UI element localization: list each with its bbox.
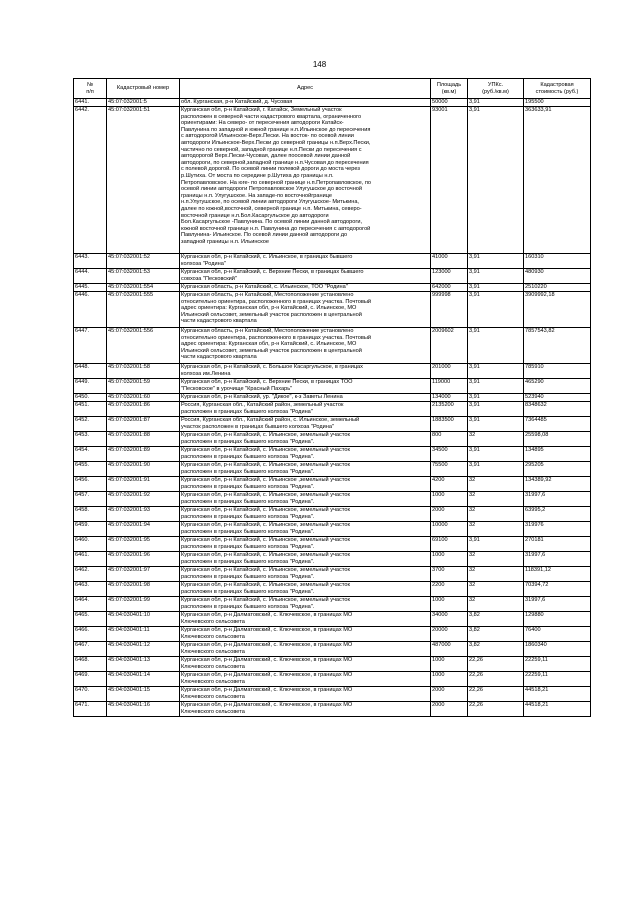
table-row [74, 522, 591, 537]
cadastral-number-cell: 45:07:032001:59 [107, 379, 180, 394]
row-number-cell: 6465. [74, 612, 107, 627]
upks-cell: 3,91 [468, 269, 524, 284]
area-cell: 1000 [431, 492, 468, 507]
cadastral-number-cell: 45:07:032001:88 [107, 432, 180, 447]
area-cell: 2000 [431, 702, 468, 717]
address-cell: Курганская обл, р-н Катайский, с. Ильинское ,земельный участок расположен в границах бывшего колхоза "Родина". [180, 477, 431, 492]
cadastral-value-table [73, 78, 591, 717]
table-row [74, 107, 591, 254]
area-cell: 2000 [431, 687, 468, 702]
address-cell: Курганская обл, р-н Катайский, с. Верхние Пески, в границах ТОО "Песковское" в урочище "Красный Пахарь" [180, 379, 431, 394]
header-cadastral-cost: Кадастровая стоимость (руб.) [524, 79, 591, 99]
cadastral-cost-cell: 44518,21 [524, 702, 591, 717]
table-row [74, 567, 591, 582]
area-cell: 999998 [431, 292, 468, 328]
cadastral-cost-cell: 44518,21 [524, 687, 591, 702]
row-number-cell: 6454. [74, 447, 107, 462]
cadastral-cost-cell: 22259,11 [524, 657, 591, 672]
cadastral-cost-cell: 31997,6 [524, 597, 591, 612]
row-number-cell: 6449. [74, 379, 107, 394]
upks-cell: 22,26 [468, 657, 524, 672]
area-cell: 2009602 [431, 328, 468, 364]
cadastral-number-cell: 45:04:030401:10 [107, 612, 180, 627]
address-cell: Курганская обл, р-н Катайский, ур. "Дикое", к-з Заветы Ленина [180, 394, 431, 402]
cadastral-number-cell: 45:07:032001:98 [107, 582, 180, 597]
upks-cell: 3,91 [468, 328, 524, 364]
table-row [74, 328, 591, 364]
area-cell: 800 [431, 432, 468, 447]
row-number-cell: 6462. [74, 567, 107, 582]
area-cell: 41000 [431, 254, 468, 269]
table-row [74, 477, 591, 492]
upks-cell: 32 [468, 567, 524, 582]
area-cell: 1000 [431, 672, 468, 687]
upks-cell: 3,91 [468, 107, 524, 254]
upks-cell: 3,91 [468, 462, 524, 477]
address-cell: Курганская область, р-н Катайский, Местоположение установлено относительно ориентира, расположенного в границах участка. Почтовый адрес ориентира: Курганская обл, р-н Катайский, с. Ильинское, МО Ильинский сельсовет, земельный участок расположен в центральной части кадастрового квартала [180, 292, 431, 328]
cadastral-cost-cell: 31997,6 [524, 492, 591, 507]
address-cell: Курганская обл, р-н Катайский, с. Ильинское, земельный участок расположен в границах бывшего колхоза "Родина". [180, 582, 431, 597]
cadastral-cost-cell: 63995,2 [524, 507, 591, 522]
cadastral-number-cell: 45:04:030401:12 [107, 642, 180, 657]
cadastral-number-cell: 45:07:032001:92 [107, 492, 180, 507]
table-row [74, 702, 591, 717]
row-number-cell: 6441. [74, 99, 107, 107]
address-cell: Курганская обл, р-н Катайский, с. Верхние Пески, в границах бывшего совхоза "Песковский" [180, 269, 431, 284]
address-cell: Курганская обл, р-н Катайский, с. Ильинское, земельный участок расположен в границах бывшего колхоза "Родина". [180, 522, 431, 537]
table-row [74, 492, 591, 507]
cadastral-number-cell: 45:07:032001:555 [107, 292, 180, 328]
upks-cell: 32 [468, 432, 524, 447]
cadastral-number-cell: 45:07:032001:5 [107, 99, 180, 107]
address-cell: Курганская обл, р-н Далматовский, с. Ключевское, в границах МО Ключевского сельсовета [180, 612, 431, 627]
address-cell: Россия, Курганская обл., Катайский район, с. Ильинское, земельный участок расположен в границах бывшего колхоза "Родина" [180, 417, 431, 432]
cadastral-number-cell: 45:07:032001:89 [107, 447, 180, 462]
address-cell: Курганская обл, р-н Катайский, с. Ильинское, земельный участок расположен в границах бывшего колхоза "Родина". [180, 597, 431, 612]
cadastral-number-cell: 45:07:032001:97 [107, 567, 180, 582]
address-cell: Россия, Курганская обл., Катайский район, земельный участок расположен в границах бывшего колхоза "Родина" [180, 402, 431, 417]
address-cell: Курганская обл, р-н Катайский, г. Катайск, Земельный участок расположен в северной части кадастрового квартала, ограниченного ориентирами: На северо- от пересечения автодороги Катайск- Павлунина по западной и южной границе н.п.Ильинское до пересечения с автодорогой Ильинское-Верх.Пески. На восток- по осевой линии автодороги Ильинское-Верх.Пески до северной границы н.п.Верх.Пески, частично по северной, западной границе н.п.Пески до пересечения с автодорогой Верх.Пески-Чусовая, далее поосевой линии данной автодороги, по северной,западной границе н.п.Чусовая до пересечения с полевой дорогой. По осевой линии полевой дороги до моста через р.Шутиха. От моста по середине р.Шутиха до границы н.п. Петропавловское. На юге- по северной границе н.п.Петропавловское, по осевой линии автодороги Петропавловское Улугушское до восточной границы н.п. Улугушское. На западе-по восточнойгранице н.п.Улугушское, по осевой линии автодороги Улугушское- Митькина, далее по южной,восточной, северной границе н.п. Митькина, северо- восточной границе н.п.Бол.Касаргульское до автодороги Бол.Касаргульское -Павлунина. По осевой линии данной автодороги, южной восточной границе н.п. Павлунина до пересечения с автодорогой Павлунина- Ильинское. По осевой линии данной автодороги до западной границы н.п. Ильинское [180, 107, 431, 254]
area-cell: 34500 [431, 447, 468, 462]
table-row [74, 432, 591, 447]
area-cell: 642000 [431, 284, 468, 292]
table-row [74, 284, 591, 292]
area-cell: 1000 [431, 552, 468, 567]
address-cell: Курганская область, р-н Катайский, с. Ильинское, ТОО "Родина" [180, 284, 431, 292]
row-number-cell: 6464. [74, 597, 107, 612]
cadastral-cost-cell: 118391,12 [524, 567, 591, 582]
cadastral-cost-cell: 134389,92 [524, 477, 591, 492]
row-number-cell: 6444. [74, 269, 107, 284]
cadastral-number-cell: 45:07:032001:99 [107, 597, 180, 612]
row-number-cell: 6445. [74, 284, 107, 292]
cadastral-cost-cell: 270181 [524, 537, 591, 552]
area-cell: 1000 [431, 657, 468, 672]
cadastral-number-cell: 45:07:032001:51 [107, 107, 180, 254]
header-number: № п/п [74, 79, 107, 99]
cadastral-number-cell: 45:04:030401:16 [107, 702, 180, 717]
cadastral-number-cell: 45:04:030401:11 [107, 627, 180, 642]
address-cell: Курганская обл, р-н Катайский, с. Ильинское, земельный участок расположен в границах бывшего колхоза "Родина". [180, 537, 431, 552]
header-cadastral-number: Кадастровый номер [107, 79, 180, 99]
table-row [74, 292, 591, 328]
row-number-cell: 6459. [74, 522, 107, 537]
cadastral-number-cell: 45:07:032001:96 [107, 552, 180, 567]
row-number-cell: 6452. [74, 417, 107, 432]
cadastral-cost-cell: 295205 [524, 462, 591, 477]
table-row [74, 687, 591, 702]
row-number-cell: 6451. [74, 402, 107, 417]
area-cell: 69100 [431, 537, 468, 552]
row-number-cell: 6469. [74, 672, 107, 687]
upks-cell: 3,91 [468, 402, 524, 417]
cadastral-number-cell: 45:07:032001:93 [107, 507, 180, 522]
upks-cell: 22,26 [468, 702, 524, 717]
area-cell: 4200 [431, 477, 468, 492]
address-cell: Курганская обл, р-н Катайский, с. Ильинское, земельный участок расположен в границах бывшего колхоза "Родина". [180, 552, 431, 567]
upks-cell: 32 [468, 507, 524, 522]
table-row [74, 269, 591, 284]
area-cell: 50000 [431, 99, 468, 107]
cadastral-cost-cell: 160310 [524, 254, 591, 269]
cadastral-cost-cell: 3909992,18 [524, 292, 591, 328]
address-cell: Курганская обл, р-н Далматовский, с. Ключевское, в границах МО Ключевского сельсовета [180, 672, 431, 687]
table-header-row [74, 79, 591, 99]
row-number-cell: 6467. [74, 642, 107, 657]
upks-cell: 3,91 [468, 254, 524, 269]
address-cell: Курганская обл, р-н Катайский, с. Ильинское, земельный участок расположен в границах бывшего колхоза "Родина". [180, 492, 431, 507]
table-row [74, 552, 591, 567]
header-area: Площадь (кв.м) [431, 79, 468, 99]
row-number-cell: 6455. [74, 462, 107, 477]
table-row [74, 462, 591, 477]
upks-cell: 3,91 [468, 379, 524, 394]
upks-cell: 3,91 [468, 394, 524, 402]
table-row [74, 657, 591, 672]
area-cell: 201000 [431, 364, 468, 379]
upks-cell: 32 [468, 492, 524, 507]
area-cell: 1883500 [431, 417, 468, 432]
cadastral-cost-cell: 1860340 [524, 642, 591, 657]
upks-cell: 32 [468, 597, 524, 612]
cadastral-cost-cell: 7364485 [524, 417, 591, 432]
cadastral-cost-cell: 76400 [524, 627, 591, 642]
upks-cell: 3,91 [468, 292, 524, 328]
cadastral-cost-cell: 134895 [524, 447, 591, 462]
cadastral-cost-cell: 8348632 [524, 402, 591, 417]
upks-cell: 22,26 [468, 672, 524, 687]
row-number-cell: 6442. [74, 107, 107, 254]
cadastral-cost-cell: 22259,11 [524, 672, 591, 687]
address-cell: Курганская обл, р-н Далматовский, с. Ключевское, в границах МО Ключевского сельсовета [180, 627, 431, 642]
upks-cell: 3,82 [468, 612, 524, 627]
table-row [74, 417, 591, 432]
cadastral-cost-cell: 319976 [524, 522, 591, 537]
upks-cell: 3,91 [468, 364, 524, 379]
row-number-cell: 6453. [74, 432, 107, 447]
area-cell: 2000 [431, 507, 468, 522]
cadastral-number-cell: 45:07:032001:91 [107, 477, 180, 492]
upks-cell: 3,91 [468, 99, 524, 107]
table-row [74, 627, 591, 642]
upks-cell: 32 [468, 552, 524, 567]
row-number-cell: 6468. [74, 657, 107, 672]
row-number-cell: 6450. [74, 394, 107, 402]
cadastral-number-cell: 45:07:032001:554 [107, 284, 180, 292]
cadastral-cost-cell: 363633,91 [524, 107, 591, 254]
row-number-cell: 6447. [74, 328, 107, 364]
area-cell: 34000 [431, 612, 468, 627]
row-number-cell: 6471. [74, 702, 107, 717]
cadastral-cost-cell: 465290 [524, 379, 591, 394]
upks-cell: 3,82 [468, 627, 524, 642]
cadastral-number-cell: 45:04:030401:15 [107, 687, 180, 702]
cadastral-cost-cell: 785910 [524, 364, 591, 379]
cadastral-cost-cell: 25598,08 [524, 432, 591, 447]
cadastral-number-cell: 45:07:032001:556 [107, 328, 180, 364]
table-row [74, 364, 591, 379]
page-number: 148 [312, 60, 327, 69]
address-cell: Курганская обл, р-н Далматовский, с. Ключевское, в границах МО Ключевского сельсовета [180, 702, 431, 717]
row-number-cell: 6463. [74, 582, 107, 597]
row-number-cell: 6470. [74, 687, 107, 702]
row-number-cell: 6458. [74, 507, 107, 522]
table-row [74, 612, 591, 627]
address-cell: Курганская обл, р-н Катайский, с. Ильинское, земельный участок расположен в границах бывшего колхоза "Родина". [180, 507, 431, 522]
upks-cell: 3,91 [468, 284, 524, 292]
upks-cell: 3,91 [468, 447, 524, 462]
cadastral-number-cell: 45:07:032001:60 [107, 394, 180, 402]
row-number-cell: 6443. [74, 254, 107, 269]
table-row [74, 99, 591, 107]
cadastral-number-cell: 45:07:032001:95 [107, 537, 180, 552]
table-row [74, 642, 591, 657]
address-cell: Курганская обл, р-н Далматовский, с. Ключевское, в границах МО Ключевского сельсовета [180, 687, 431, 702]
row-number-cell: 6466. [74, 627, 107, 642]
area-cell: 75500 [431, 462, 468, 477]
table-row [74, 672, 591, 687]
upks-cell: 3,91 [468, 537, 524, 552]
cadastral-cost-cell: 31997,6 [524, 552, 591, 567]
row-number-cell: 6448. [74, 364, 107, 379]
upks-cell: 3,82 [468, 642, 524, 657]
area-cell: 123000 [431, 269, 468, 284]
cadastral-number-cell: 45:07:032001:87 [107, 417, 180, 432]
header-upks: УПКс. (руб./кв.м) [468, 79, 524, 99]
row-number-cell: 6446. [74, 292, 107, 328]
area-cell: 2135200 [431, 402, 468, 417]
row-number-cell: 6461. [74, 552, 107, 567]
cadastral-number-cell: 45:07:032001:86 [107, 402, 180, 417]
cadastral-number-cell: 45:07:032001:90 [107, 462, 180, 477]
area-cell: 134000 [431, 394, 468, 402]
row-number-cell: 6457. [74, 492, 107, 507]
area-cell: 1000 [431, 597, 468, 612]
address-cell: Курганская обл, р-н Далматовский, с. Ключевское, в границах МО Ключевского сельсовета [180, 657, 431, 672]
area-cell: 20000 [431, 627, 468, 642]
table-row [74, 447, 591, 462]
cadastral-number-cell: 45:04:030401:13 [107, 657, 180, 672]
cadastral-cost-cell: 523940 [524, 394, 591, 402]
address-cell: Курганская обл, р-н Катайский, с. Ильинское, земельный участок расположен в границах бывшего колхоза "Родина". [180, 447, 431, 462]
header-address: Адрес [180, 79, 431, 99]
table-row [74, 582, 591, 597]
table-row [74, 254, 591, 269]
table-row [74, 537, 591, 552]
table-row [74, 597, 591, 612]
table-row [74, 507, 591, 522]
cadastral-number-cell: 45:07:032001:53 [107, 269, 180, 284]
cadastral-cost-cell: 195500 [524, 99, 591, 107]
address-cell: Курганская обл, р-н Катайский, с. Ильинское, земельный участок расположен в границах бывшего колхоза "Родина". [180, 432, 431, 447]
table-row [74, 379, 591, 394]
cadastral-number-cell: 45:04:030401:14 [107, 672, 180, 687]
area-cell: 10000 [431, 522, 468, 537]
upks-cell: 22,26 [468, 687, 524, 702]
row-number-cell: 6460. [74, 537, 107, 552]
table-row [74, 402, 591, 417]
cadastral-number-cell: 45:07:032001:52 [107, 254, 180, 269]
cadastral-cost-cell: 480930 [524, 269, 591, 284]
address-cell: Курганская обл, р-н Катайский, с. Большое Касаргульское, в границах колхоза им.Ленина [180, 364, 431, 379]
cadastral-cost-cell: 7857543,82 [524, 328, 591, 364]
upks-cell: 32 [468, 477, 524, 492]
address-cell: Курганская обл, р-н Катайский, с. Ильинское, земельный участок расположен в границах бывшего колхоза "Родина". [180, 462, 431, 477]
table-body [74, 99, 591, 717]
address-cell: Курганская обл, р-н Катайский, с. Ильинское, земельный участок расположен в границах бывшего колхоза "Родина". [180, 567, 431, 582]
area-cell: 487000 [431, 642, 468, 657]
address-cell: обл. Курганская, р-н Катайский, д. Чусовая [180, 99, 431, 107]
address-cell: Курганская обл, р-н Катайский, с. Ильинское, в границах бывшего колхоза "Родина" [180, 254, 431, 269]
upks-cell: 32 [468, 582, 524, 597]
address-cell: Курганская обл, р-н Далматовский, с. Ключевское, в границах МО Ключевского сельсовета [180, 642, 431, 657]
cadastral-number-cell: 45:07:032001:58 [107, 364, 180, 379]
area-cell: 119000 [431, 379, 468, 394]
row-number-cell: 6456. [74, 477, 107, 492]
area-cell: 2200 [431, 582, 468, 597]
upks-cell: 3,91 [468, 417, 524, 432]
cadastral-cost-cell: 2510220 [524, 284, 591, 292]
cadastral-number-cell: 45:07:032001:94 [107, 522, 180, 537]
area-cell: 93001 [431, 107, 468, 254]
upks-cell: 32 [468, 522, 524, 537]
address-cell: Курганская область, р-н Катайский, Местоположение установлено относительно ориентира, расположенного в границах участка. Почтовый адрес ориентира: Курганская обл, р-н Катайский, с. Ильинское, МО Ильинский сельсовет, земельный участок расположен в центральной части кадастрового квартала [180, 328, 431, 364]
area-cell: 3700 [431, 567, 468, 582]
cadastral-cost-cell: 129880 [524, 612, 591, 627]
table-row [74, 394, 591, 402]
cadastral-cost-cell: 70394,72 [524, 582, 591, 597]
